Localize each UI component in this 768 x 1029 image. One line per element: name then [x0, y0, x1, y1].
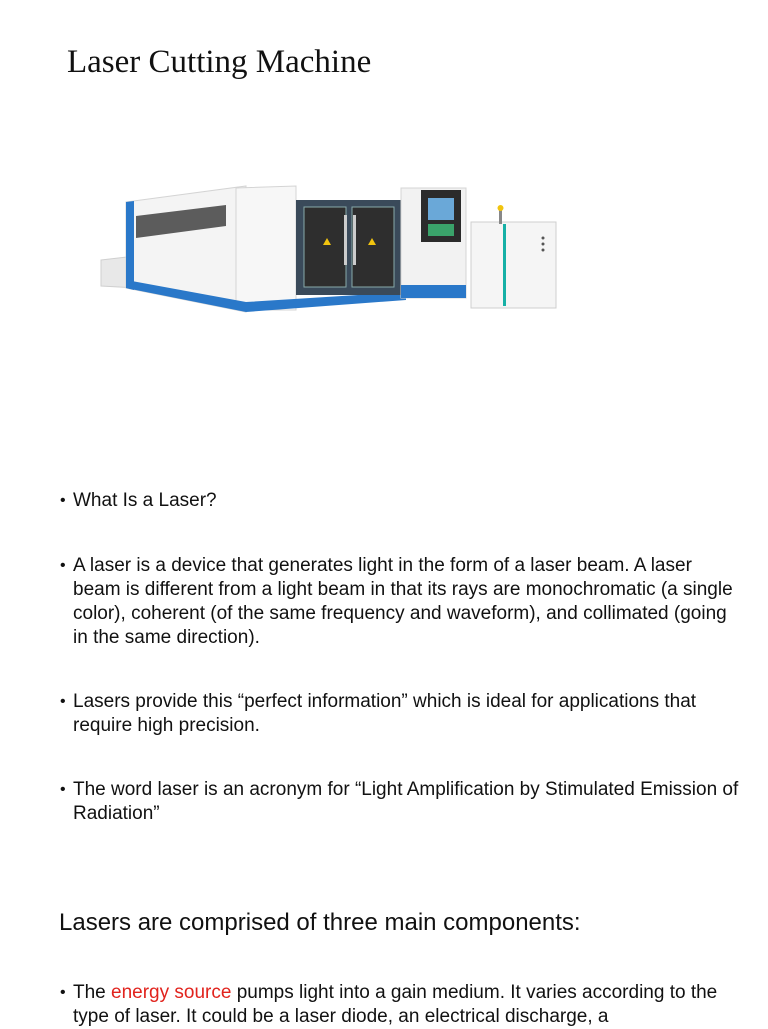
section-heading: Lasers are comprised of three main components:: [59, 909, 581, 936]
highlight-term: energy source: [111, 982, 232, 1003]
bullet-text: The word laser is an acronym for “Light Amplification by Stimulated Emission of Radiation”: [73, 779, 739, 824]
laser-machine-image: [76, 160, 586, 345]
bullet-text-rest: pumps light into a gain medium. It varies according to the type of laser. It could be a laser diode, an electrical discharge, a: [73, 982, 718, 1027]
page-title: Laser Cutting Machine: [67, 44, 372, 80]
list-item: [60, 554, 740, 650]
list-item: [60, 489, 740, 513]
bullet-text: Lasers provide this “perfect information” which is ideal for applications that require high precision.: [73, 691, 697, 736]
bullet-text: What Is a Laser?: [73, 490, 217, 511]
list-item: [60, 981, 740, 1029]
bullet-text-prefix: The: [73, 982, 112, 1003]
list-item: [60, 690, 740, 738]
list-item: [60, 778, 740, 826]
bullet-text: A laser is a device that generates light in the form of a laser beam. A laser beam is different from a light beam in that its rays are monochromatic (a single color), coherent (of the same frequency and waveform), and collimated (going in the same direction).: [73, 555, 733, 648]
